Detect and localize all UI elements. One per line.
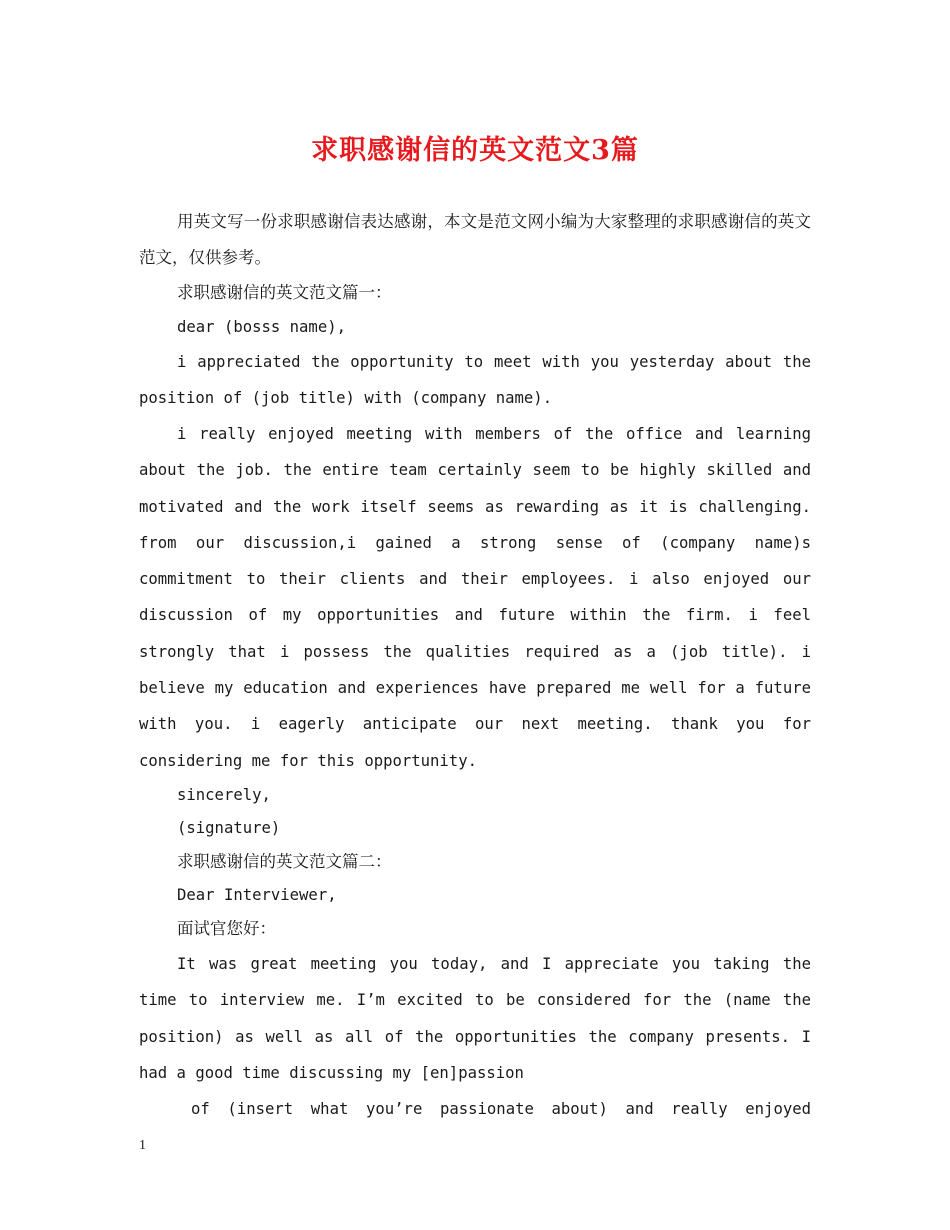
- letter-2-paragraph-1: It was great meeting you today, and I appreciate you taking the time to interview me. I’m excited to be considered for the (name the position) as well as all of the opportunities the company presents. I had a good time discussing my [en]passion: [139, 954, 811, 1082]
- letter-paragraph-1: i appreciated the opportunity to meet with you yesterday about the position of (job title) with (company name).: [139, 353, 811, 407]
- document-body: [139, 204, 811, 1127]
- salutation-2-cn: 面试官您好：: [177, 918, 276, 938]
- signature: (signature): [177, 818, 281, 837]
- page-number: 1: [139, 1138, 146, 1153]
- section-heading-2: 求职感谢信的英文范文篇二：: [177, 851, 392, 871]
- intro-paragraph: 用英文写一份求职感谢信表达感谢，本文是范文网小编为大家整理的求职感谢信的英文范文，仅供参考。: [139, 212, 811, 267]
- closing: sincerely,: [177, 785, 271, 804]
- salutation-1: dear (bosss name),: [177, 318, 346, 336]
- letter-2-paragraph-2: of (insert what you’re passionate about) and really enjoyed: [191, 1100, 811, 1119]
- document-title: 求职感谢信的英文范文3篇: [311, 135, 639, 166]
- letter-paragraph-2: i really enjoyed meeting with members of the office and learning about the job. the entire team certainly seem to be highly skilled and motivated and the work itself seems as rewarding as it is challenging. from our discussion,i gained a strong sense of (company name)s commitment to their clients and their employees. i also enjoyed our discussion of my opportunities and future within the firm. i feel strongly that i possess the qualities required as a (job title). i believe my education and experiences have prepared me well for a future with you. i eagerly anticipate our next meeting. thank you for considering me for this opportunity.: [139, 425, 811, 770]
- salutation-2: Dear Interviewer,: [177, 885, 337, 904]
- section-heading-1: 求职感谢信的英文范文篇一：: [177, 283, 392, 302]
